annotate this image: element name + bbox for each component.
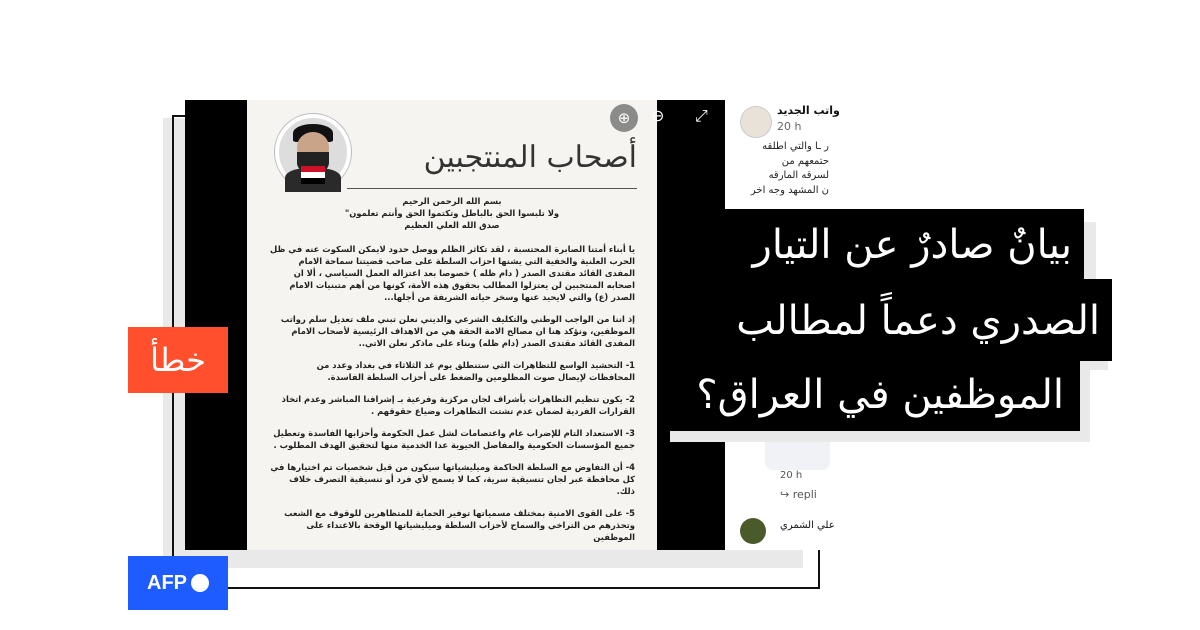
header-divider [347, 188, 637, 189]
doc-paragraph: 5- على القوى الامنية بمختلف مسمياتها توفير الحماية للمتظاهرين للوقوف مع الشعب وتحذرهم من التراخي والسماح لأحزاب السلطة وميليشياتها الوقحة بالاعتداء على الموظفين [284, 508, 635, 542]
doc-paragraph: 2- يكون تنظيم التظاهرات بأشراف لجان مركزية وفرعية بـ إشرافنا المباشر وعدم اتخاذ القرارات الفردية لضمان عدم تشتت التظاهرات وضياع حقوقهم . [281, 394, 635, 416]
headline-line-2: الصدري دعماً لمطالب [736, 298, 1100, 344]
verdict-badge: خطأ [128, 327, 228, 393]
doc-paragraph: 4- أن التفاوض مع السلطة الحاكمة وميليشياتها سيكون من قبل شخصيات تم اختيارها في كل محافظة عبر لجان تنسيقية سرية، كما لا يسمح لأي فرد أو تنسيقية التصرف خلاف ذلك. [270, 462, 635, 496]
headline-line-1: بيانٌ صادرٌ عن التيار [752, 222, 1072, 268]
doc-paragraph: 1- التحشيد الواسع للتظاهرات التي ستنطلق يوم غد الثلاثاء في بغداد وعدد من المحافظات لإيصال صوت المظلومين والضغط على أحزاب السلطة الفاسدة. [316, 360, 635, 382]
doc-paragraph: إذ اننا من الواجب الوطني والتكليف الشرعي والديني نعلن تبني ملف تعديل سلم رواتب الموظفين، ونؤكد هنا ان مصالح الامة الحقة هي من الاهداف الرئيسية لأصحاب الامام المفدى القائد مقتدى الصدر (دام ظله) وبناء على ماذكر نعلن الاتي.. [280, 314, 635, 348]
avatar[interactable] [740, 518, 766, 544]
zoom-in-icon[interactable]: ⊕ [610, 104, 638, 132]
zoom-out-icon[interactable]: ⊖ [651, 106, 665, 125]
intro-line: صدق الله العلي العظيم [404, 220, 500, 230]
headline-line-3: الموظفين في العراق؟ [696, 372, 1064, 418]
iraq-flag-icon [301, 166, 325, 184]
post-author[interactable]: واتب الجديد [777, 104, 840, 117]
post-snippet [739, 140, 829, 198]
afp-dot-icon [191, 574, 209, 592]
post-time[interactable]: 20 h [777, 120, 802, 133]
afp-logo-text: AFP [147, 571, 187, 594]
snippet-line: ن المشهد وجه اخر [750, 184, 829, 196]
afp-logo [128, 556, 228, 610]
snippet-line: ر ـا والتي اطلقه [762, 141, 829, 152]
avatar[interactable] [740, 106, 772, 138]
statement-document [247, 100, 657, 550]
intro-line: بسم الله الرحمن الرحيم [402, 196, 502, 206]
replies-link[interactable]: ↪ repli [780, 488, 817, 501]
document-body [269, 195, 635, 553]
doc-paragraph: 3- الاستعداد التام للإضراب عام واعتصامات لشل عمل الحكومة وأحزابها الفاسدة وتعطيل جميع المؤسسات الحكومية والمفاصل الحيوية عدا الخدمية منها لتحقيق الهدف المطلوب . [273, 428, 635, 450]
commenter-name[interactable]: علي الشمري [780, 520, 835, 531]
document-header-title: أصحاب المنتجبين [423, 140, 637, 175]
intro-line: ولا تلبسوا الحق بالباطل وتكتموا الحق وأنتم تعلمون" [344, 208, 560, 218]
doc-paragraph: يا أبناء أمتنا الصابرة المحتسبة ، لقد تكاثر الظلم ووصل حدود لايمكن السكوت عنه في ظل الحرب العلنية والخفية التي يشنها احزاب السلطة على صاحب قضيتنا سماحة الامام المفدى القائد مقتدى الصدر ( دام ظله ) خصوصا بعد اعتزاله العمل السياسي ، ألا ان اصحابه المنتجبين لن يعتزلوا المطالب بحقوق هذه الأمة، كونها من أهم متبنيات الامام الصدر (ع) والتي لايحيد عنها وسخر حياته الشريفة من أجلها... [270, 244, 635, 302]
snippet-line: لسرقه المارقه [768, 170, 829, 181]
comment-time[interactable]: 20 h [780, 470, 803, 481]
snippet-line: حتمعهم من [781, 155, 829, 167]
fullscreen-icon[interactable]: ⤢ [695, 106, 708, 125]
